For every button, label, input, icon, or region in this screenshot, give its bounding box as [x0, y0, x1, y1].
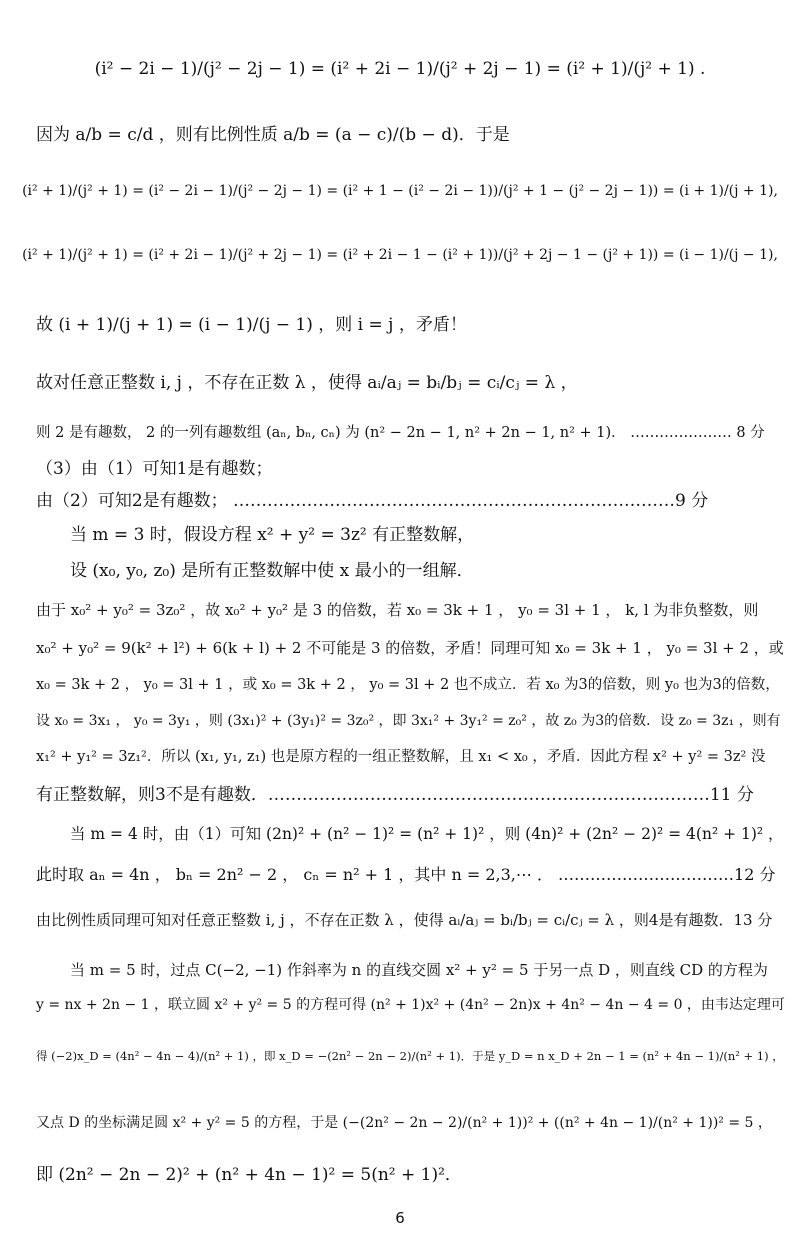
text-line-25: 即 (2n² − 2n − 2)² + (n² + 4n − 1)² = 5(n² + 1)²． — [36, 1165, 462, 1185]
text-line-22: y = nx + 2n − 1 ，联立圆 x² + y² = 5 的方程可得 (n² + 1)x² + (4n² − 2n)x + 4n² − 4n − 4 = 0 ，由韦达定理可 — [36, 997, 785, 1013]
text-line-2: 因为 a/b = c/d ，则有比例性质 a/b = (a − c)/(b − d)．于是 — [36, 125, 510, 145]
text-line-11: 设 (x₀, y₀, z₀) 是所有正整数解中使 x 最小的一组解． — [70, 561, 474, 581]
text-line-14: x₀ = 3k + 2 ， y₀ = 3l + 1 ，或 x₀ = 3k + 2 ， y₀ = 3l + 2 也不成立．若 x₀ 为3的倍数，则 y₀ 也为3的倍数， — [36, 677, 780, 693]
text-line-10: 当 m = 3 时，假设方程 x² + y² = 3z² 有正整数解， — [70, 525, 475, 545]
text-line-7: 则 2 是有趣数， 2 的一列有趣数组 (aₙ, bₙ, cₙ) 为 (n² − 2n − 1, n² + 2n − 1, n² + 1)． ………………… 8 分 — [36, 425, 765, 441]
page-number: 6 — [395, 1209, 405, 1227]
text-line-15: 设 x₀ = 3x₁ ， y₀ = 3y₁ ，则 (3x₁)² + (3y₁)² = 3z₀² ，即 3x₁² + 3y₁² = z₀² ，故 z₀ 为3的倍数．设 z₀ = 3z₁ ，则有 — [36, 713, 781, 729]
text-line-17: 有正整数解，则3不是有趣数．……………………………………………………………………11 分 — [36, 785, 754, 805]
equation-line-3: (i² + 1)/(j² + 1) = (i² − 2i − 1)/(j² − 2j − 1) = (i² + 1 − (i² − 2i − 1))/(j² + 1 − (j² − 2j − 1)) = (i + 1)/(j + 1), — [22, 183, 778, 199]
text-line-13: x₀² + y₀² = 9(k² + l²) + 6(k + l) + 2 不可能是 3 的倍数，矛盾！同理可知 x₀ = 3k + 1 ， y₀ = 3l + 2 ，或 — [36, 639, 784, 657]
text-line-19: 此时取 aₙ = 4n ， bₙ = 2n² − 2 ， cₙ = n² + 1 ，其中 n = 2,3,⋯ ． ……………………………12 分 — [36, 865, 776, 884]
text-line-12: 由于 x₀² + y₀² = 3z₀² ，故 x₀² + y₀² 是 3 的倍数，若 x₀ = 3k + 1 ， y₀ = 3l + 1 ， k, l 为非负整数，则 — [36, 601, 759, 619]
text-line-18: 当 m = 4 时，由（1）可知 (2n)² + (n² − 1)² = (n² + 1)² ，则 (4n)² + (2n² − 2)² = 4(n² + 1)² ， — [70, 825, 784, 843]
equation-line-4: (i² + 1)/(j² + 1) = (i² + 2i − 1)/(j² + 2j − 1) = (i² + 2i − 1 − (i² + 1))/(j² + 2j − 1 − (j² + 1)) = (i − 1)/(j − 1), — [22, 247, 778, 263]
text-line-23: 得 (−2)x_D = (4n² − 4n − 4)/(n² + 1) ，即 x_D = −(2n² − 2n − 2)/(n² + 1)．于是 y_D = n x_D + 2n − 1 = (n² + 4n − 1)/(n² + 1) ， — [36, 1049, 784, 1063]
text-line-21: 当 m = 5 时，过点 C(−2, −1) 作斜率为 n 的直线交圆 x² + y² = 5 于另一点 D ，则直线 CD 的方程为 — [70, 961, 768, 979]
equation-line-1: (i² − 2i − 1)/(j² − 2j − 1) = (i² + 2i − 1)/(j² + 2j − 1) = (i² + 1)/(j² + 1) . — [94, 59, 706, 79]
text-line-9: 由（2）可知2是有趣数； ……………………………………………………………………9 分 — [36, 491, 709, 511]
text-line-6: 故对任意正整数 i, j ，不存在正数 λ ，使得 aᵢ/aⱼ = bᵢ/bⱼ = cᵢ/cⱼ = λ ， — [36, 373, 578, 393]
text-line-20: 由比例性质同理可知对任意正整数 i, j ，不存在正数 λ ，使得 aᵢ/aⱼ = bᵢ/bⱼ = cᵢ/cⱼ = λ ，则4是有趣数．13 分 — [36, 911, 773, 929]
text-line-24: 又点 D 的坐标满足圆 x² + y² = 5 的方程，于是 (−(2n² − 2n − 2)/(n² + 1))² + ((n² + 4n − 1)/(n² + 1))² = 5 ， — [36, 1115, 772, 1131]
text-line-5: 故 (i + 1)/(j + 1) = (i − 1)/(j − 1) ，则 i = j ，矛盾！ — [36, 315, 467, 335]
text-line-8: （3）由（1）可知1是有趣数； — [36, 459, 273, 479]
text-line-16: x₁² + y₁² = 3z₁²．所以 (x₁, y₁, z₁) 也是原方程的一组正整数解，且 x₁ < x₀ ，矛盾．因此方程 x² + y² = 3z² 没 — [36, 749, 766, 765]
